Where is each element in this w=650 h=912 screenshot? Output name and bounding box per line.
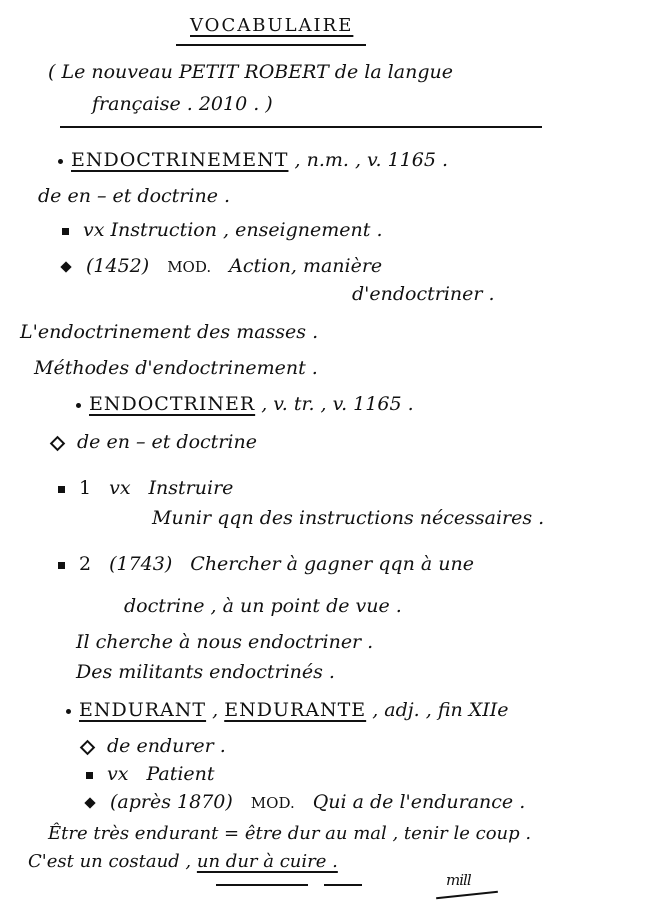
closing-stroke-left [216,884,308,886]
title-text: VOCABULAIRE [190,15,354,36]
entry2-example2: Des militants endoctrinés . [76,661,335,683]
bullet-diamond-outline-icon [50,435,66,451]
bullet-dot-icon [58,159,63,164]
entry2-grammar: , v. tr. , v. 1165 . [261,393,414,415]
bullet-diamond-outline-icon [80,739,96,755]
entry1-headword-line [58,148,448,172]
entry3-grammar: , adj. , fin XIIe [372,699,509,721]
entry1-example2: Méthodes d'endoctrinement . [34,357,318,379]
bullet-square-icon [58,486,65,493]
signature-underline [436,891,498,899]
entry2-headword: ENDOCTRINER [89,393,256,415]
entry3-headword-line: ENDURANT , ENDURANTE , adj. , fin XIIe [66,698,509,722]
source-underline [60,126,542,128]
entry1-grammar: , n.m. , v. 1165 . [294,149,449,171]
entry2-headword-line [76,392,414,416]
entry3-etymology: de endurer . [82,734,226,758]
entry1-sense2-cont: d'endoctriner . [352,283,495,305]
entry3-example1: Être très endurant = être dur au mal , tenir le coup . [48,823,532,844]
entry1-sense2: (1452) MOD. Action, manière [62,254,382,279]
entry2-sense2: 2 (1743) Chercher à gagner qqn à une [58,552,474,576]
entry3-headword-1: ENDURANT [79,699,207,721]
entry3-sense2: (après 1870) MOD. Qui a de l'endurance . [86,790,525,815]
bullet-dot-icon [66,709,71,714]
entry1-example1: L'endoctrinement des masses . [20,321,319,343]
bullet-square-icon [62,228,69,235]
entry2-etymology: de en – et doctrine [52,430,257,454]
entry2-sense1: 1 vx Instruire [58,476,233,500]
signature: mill [446,871,471,889]
entry2-example1: Il cherche à nous endoctriner . [76,631,374,653]
title-underline [176,44,366,46]
bullet-diamond-filled-icon [60,261,71,272]
entry3-sense1: vx Patient [86,762,215,786]
entry2-sense2-cont: doctrine , à un point de vue . [124,595,402,617]
bullet-square-icon [58,562,65,569]
closing-stroke-right [324,884,362,886]
entry3-example2: C'est un costaud , un dur à cuire . [28,851,338,872]
entry1-etymology: de en – et doctrine . [38,185,231,207]
source-line-1: ( Le nouveau PETIT ROBERT de la langue [48,61,453,83]
source-line-2: française . 2010 . ) [92,93,273,115]
bullet-diamond-filled-icon [84,797,95,808]
bullet-square-icon [86,772,93,779]
entry1-headword: ENDOCTRINEMENT [71,149,289,171]
entry3-headword-2: ENDURANTE [224,699,367,721]
bullet-dot-icon [76,403,81,408]
entry2-sense1-cont: Munir qqn des instructions nécessaires . [152,507,545,529]
entry3-example2-underlined: un dur à cuire . [196,851,338,872]
entry1-sense1: vx Instruction , enseignement . [62,218,383,242]
page-title [190,14,353,38]
